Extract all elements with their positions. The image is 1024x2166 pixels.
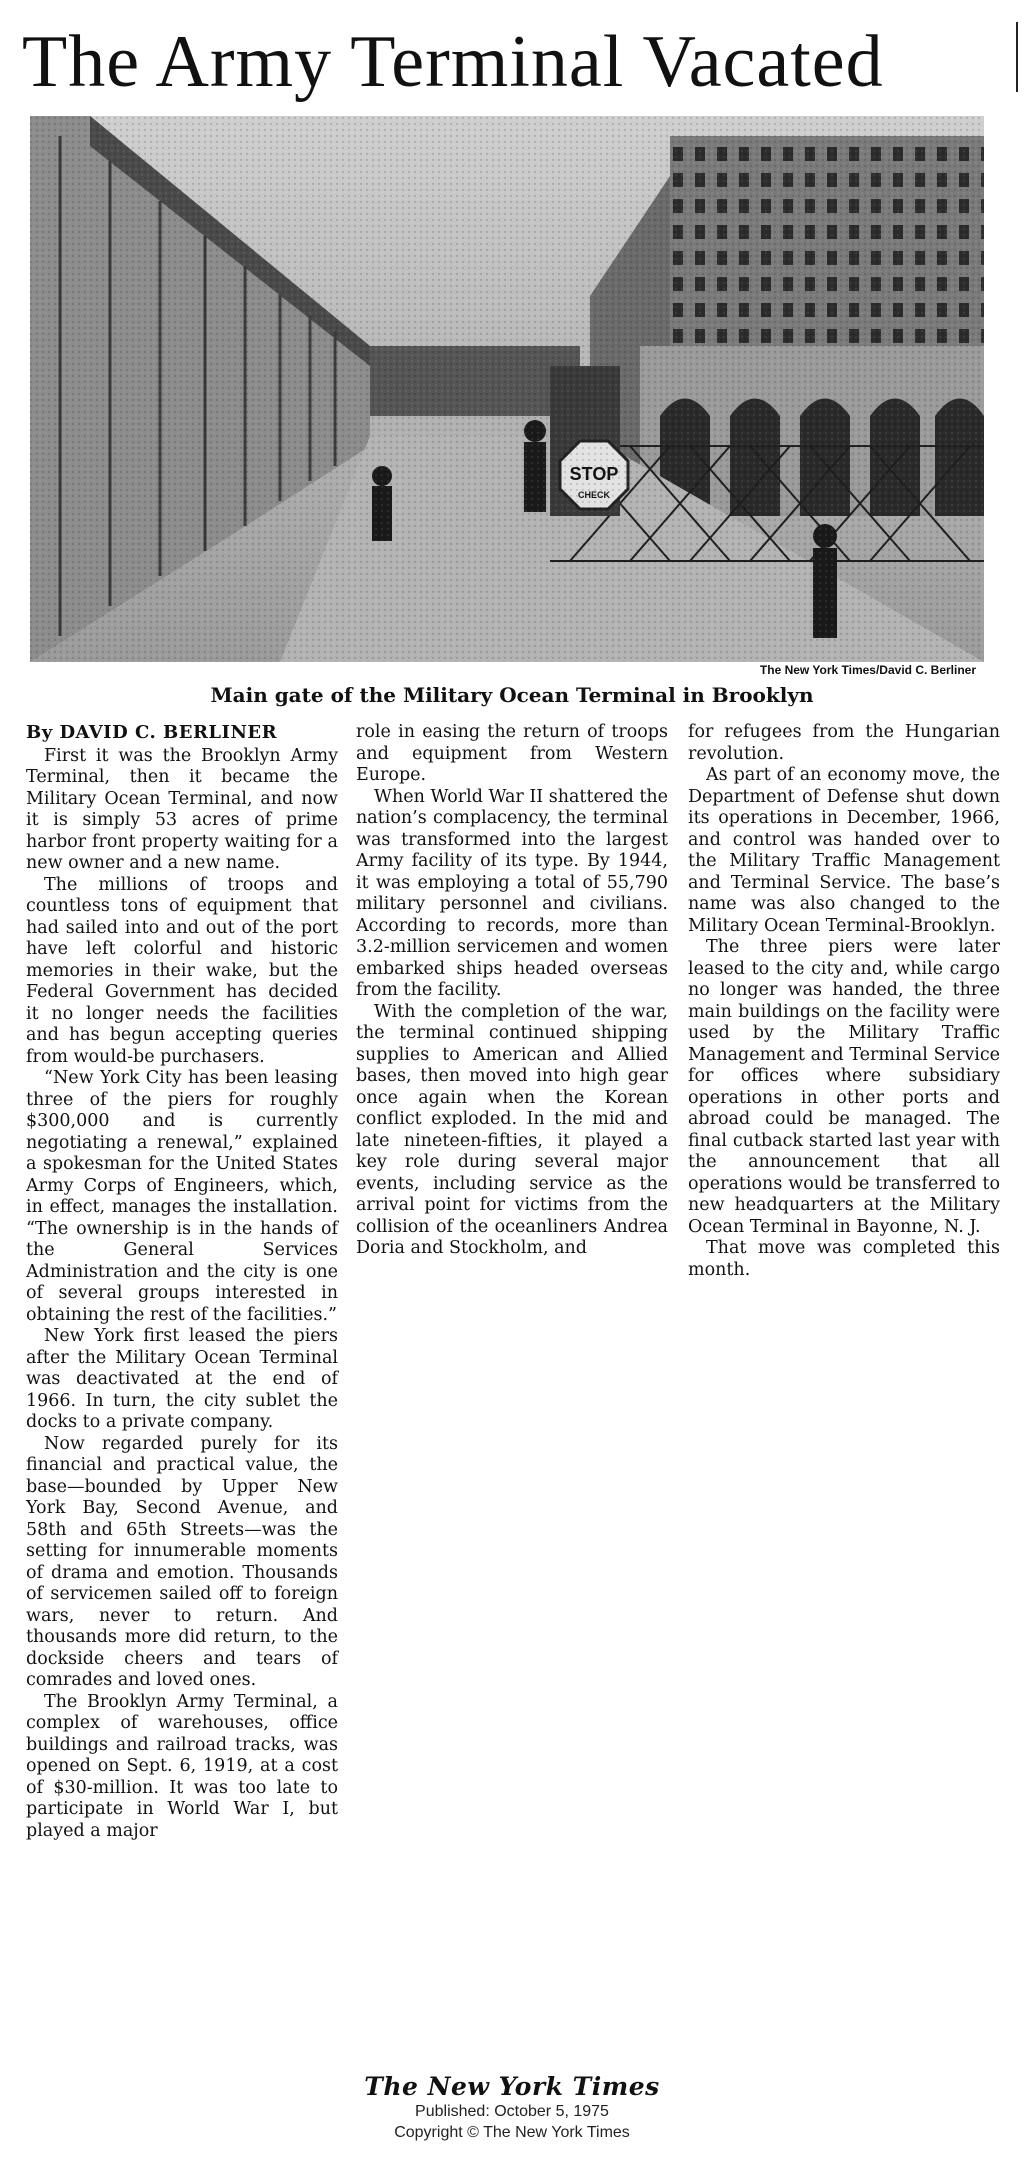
paragraph: That move was completed this month. [688, 1238, 1000, 1280]
photo-credit: The New York Times/David C. Berliner [759, 663, 976, 677]
published-date: Published: October 5, 1975 [415, 2103, 609, 2120]
paragraph: The Brooklyn Army Terminal, a complex of warehouses, office buildings and railroad tracks, was opened on Sept. 6, 1919, at a cost of $30-million. It was too late to participate in World War I, but played a major [26, 1691, 338, 1841]
article-column-2 [356, 722, 668, 1260]
paragraph: With the completion of the war, the terminal continued shipping supplies to American and Allied bases, then moved into high gear once again when the Korean conflict exploded. In the mid and late nineteen-fifties, it played a key role during several major events, including service as the arrival point for victims from the collision of the oceanliners Andrea Doria and Stockholm, and [356, 1001, 668, 1258]
paragraph: As part of an economy move, the Department of Defense shut down its operations in December, 1966, and control was handed over to the Military Traffic Management and Terminal Service. The base’s name was also changed to the Military Ocean Terminal-Brooklyn. [688, 765, 1000, 936]
footer [0, 2072, 1024, 2143]
paragraph: for refugees from the Hungarian revolution. [688, 722, 1000, 764]
article-photo [30, 116, 984, 662]
photo-caption: Main gate of the Military Ocean Terminal in Brooklyn [210, 683, 814, 707]
paragraph: role in easing the return of troops and equipment from Western Europe. [356, 722, 668, 785]
paragraph: First it was the Brooklyn Army Terminal, then it became the Military Ocean Terminal, and now it is simply 53 acres of prime harbor front property waiting for a new owner and a new name. [26, 745, 338, 873]
article-column-1 [26, 722, 338, 1842]
paragraph: “New York City has been leasing three of the piers for roughly $300,000 and is currently negotiating a renewal,” explained a spokesman for the United States Army Corps of Engineers, which, in effect, manages the installation. “The ownership is in the hands of the General Services Administration and the city is one of several groups interested in obtaining the rest of the facilities.” [26, 1068, 338, 1325]
paragraph: The three piers were later leased to the city and, while cargo no longer was handed, the three main buildings on the facility were used by the Military Traffic Management and Terminal Service for offices where subsidiary operations in other ports and abroad could be managed. The final cutback started last year with the announcement that all operations would be transferred to new headquarters at the Military Ocean Terminal in Bayonne, N. J. [688, 937, 1000, 1237]
paragraph: When World War II shattered the nation’s complacency, the terminal was transformed into the largest Army facility of its type. By 1944, it was employing a total of 55,790 military personnel and civilians. According to records, more than 3.2-million servicemen and women embarked ships headed overseas from the facility. [356, 786, 668, 1000]
masthead-logo: The New York Times [364, 2072, 660, 2101]
article-column-3 [688, 722, 1000, 1281]
headline: The Army Terminal Vacated [22, 21, 884, 103]
copyright-notice: Copyright © The New York Times [394, 2124, 630, 2141]
photo-illustration [30, 116, 984, 662]
photo-grain [30, 116, 984, 662]
page-edge-mark [1016, 22, 1018, 92]
paragraph: Now regarded purely for its financial and practical value, the base—bounded by Upper New York Bay, Second Avenue, and 58th and 65th Streets—was the setting for innumerable moments of drama and emotion. Thousands of servicemen sailed off to foreign wars, never to return. And thousands more did return, to the dockside cheers and tears of comrades and loved ones. [26, 1433, 338, 1690]
byline: By DAVID C. BERLINER [26, 722, 278, 743]
paragraph: New York first leased the piers after the Military Ocean Terminal was deactivated at the end of 1966. In turn, the city sublet the docks to a private company. [26, 1326, 338, 1432]
paragraph: The millions of troops and countless tons of equipment that had sailed into and out of the port have left colorful and historic memories in their wake, but the Federal Government has decided it no longer needs the facilities and has begun accepting queries from would-be purchasers. [26, 874, 338, 1067]
